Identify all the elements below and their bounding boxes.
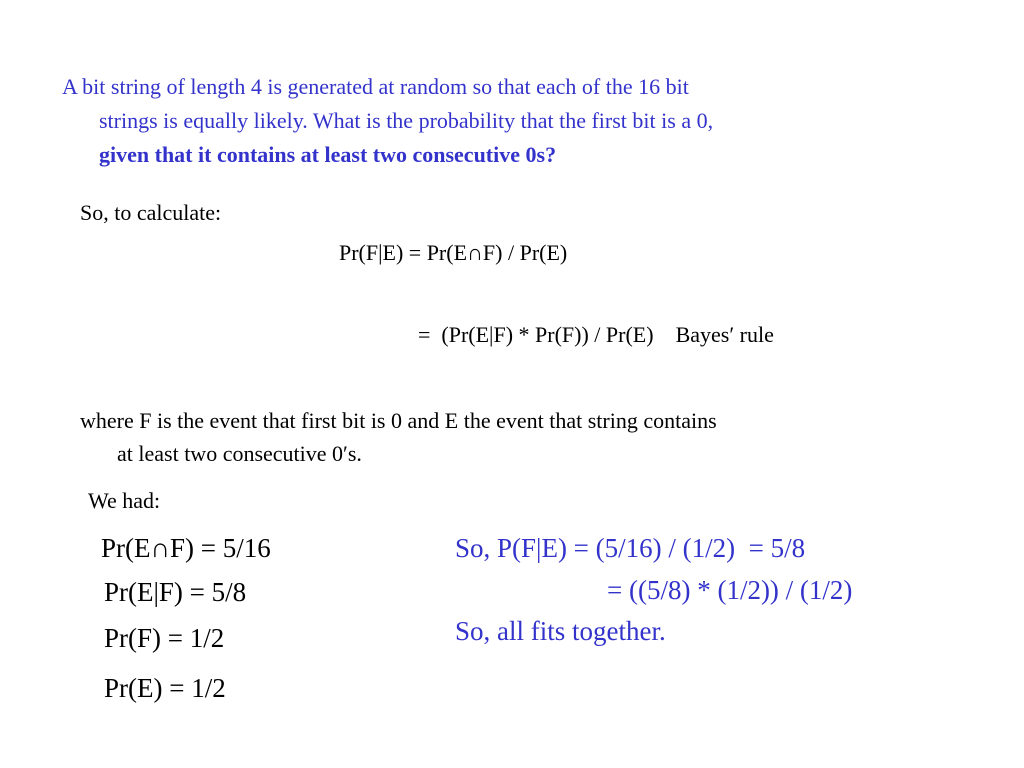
- definition-line-1: where F is the event that first bit is 0 and E the event that string contains: [80, 408, 717, 433]
- given-item-pr-f: Pr(F) = 1/2: [104, 623, 225, 653]
- formula-conditional: Pr(F|E) = Pr(E∩F) / Pr(E): [339, 240, 568, 265]
- result-conclusion: So, all fits together.: [455, 616, 666, 646]
- event-definition: [80, 404, 960, 470]
- given-item-intersection: Pr(E∩F) = 5/16: [101, 533, 271, 563]
- question-line-2: strings is equally likely. What is the probability that the first bit is a 0,: [99, 108, 714, 133]
- question-line-1: A bit string of length 4 is generated at random so that each of the 16 bit: [62, 74, 689, 99]
- given-item-e-given-f: Pr(E|F) = 5/8: [104, 577, 247, 607]
- question-text: [62, 70, 942, 172]
- definition-line-2: at least two consecutive 0′s.: [117, 441, 362, 466]
- result-line-2: = ((5/8) * (1/2)) / (1/2): [607, 575, 853, 605]
- calc-intro: So, to calculate:: [80, 200, 222, 225]
- question-condition-bold: given that it contains at least two consecutive 0s?: [99, 142, 557, 167]
- given-item-pr-e: Pr(E) = 1/2: [104, 673, 226, 703]
- formula-bayes: = (Pr(E|F) * Pr(F)) / Pr(E) Bayes′ rule: [418, 322, 774, 347]
- result-line-1: So, P(F|E) = (5/16) / (1/2) = 5/8: [455, 533, 806, 563]
- given-intro: We had:: [88, 488, 161, 513]
